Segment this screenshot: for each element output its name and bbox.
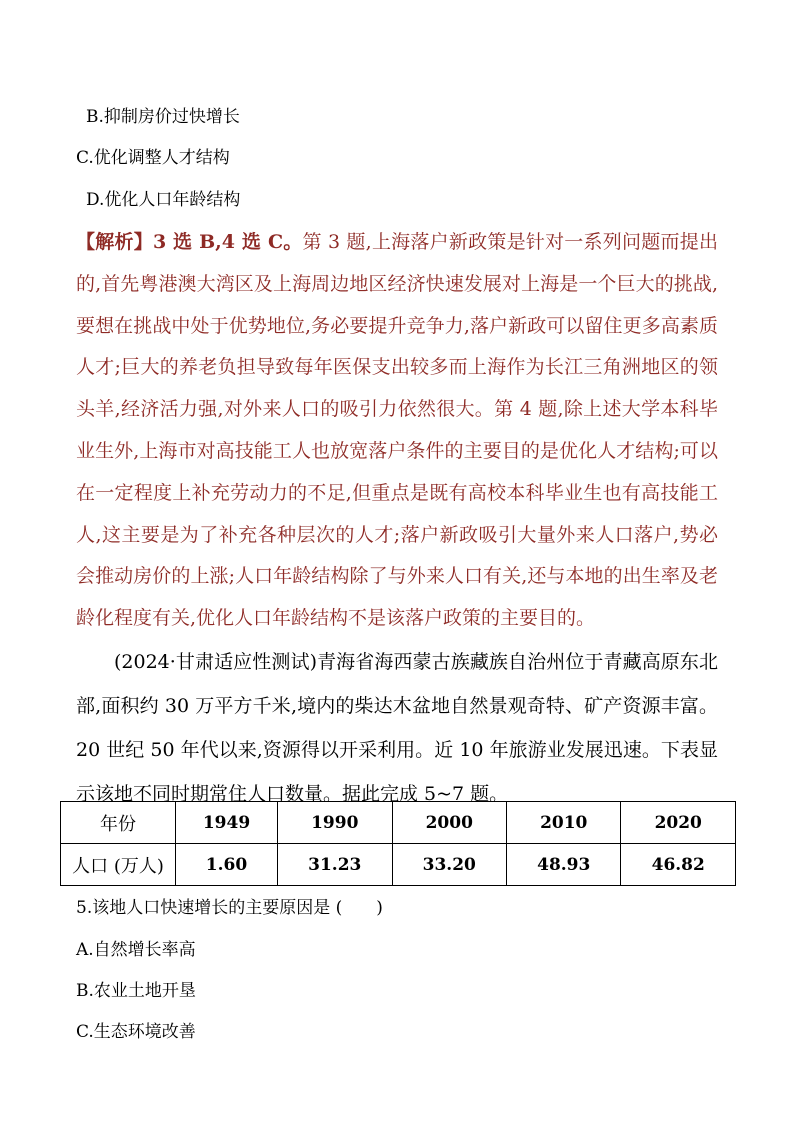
table-cell-year: 1949 [176,802,278,844]
option-c-prev: C.优化调整人才结构 [76,148,230,168]
question-5-option-c: C.生态环境改善 [76,1022,196,1042]
table-row-population [61,844,736,886]
question-5-option-a: A.自然增长率高 [76,940,196,960]
explanation-answer: 3 选 B,4 选 C。 [152,231,303,253]
population-table [60,801,736,886]
question-intro: (2024·甘肃适应性测试)青海省海西蒙古族藏族自治州位于青藏高原东北部,面积约 30 万平方千米,境内的柴达木盆地自然景观奇特、矿产资源丰富。20 世纪 50 年代以来,资源得以开采利用。近 10 年旅游业发展迅速。下表显示该地不同时期常住人口数量。据此完成 5~7 题。 [76,651,718,805]
table-cell-year: 2000 [392,802,506,844]
table-cell-population: 48.93 [506,844,620,886]
table-cell-year: 1990 [278,802,392,844]
table-cell-population: 31.23 [278,844,392,886]
explanation-tag: 【解析】 [76,231,153,253]
question-5-option-b: B.农业土地开垦 [76,981,196,1001]
explanation-block [76,222,718,640]
question-5-stem: 5.该地人口快速增长的主要原因是 ( ) [76,898,383,918]
table-cell-population: 1.60 [176,844,278,886]
option-d-prev: D.优化人口年龄结构 [86,190,241,210]
table-header-year: 年份 [61,802,176,844]
table-cell-population: 46.82 [621,844,736,886]
table-header-population: 人口 (万人) [61,844,176,886]
table-cell-year: 2020 [621,802,736,844]
explanation-body: 第 3 题,上海落户新政策是针对一系列问题而提出的,首先粤港澳大湾区及上海周边地区经济快速发展对上海是一个巨大的挑战,要想在挑战中处于优势地位,务必要提升竞争力,落户新政可以留住更多高素质人才;巨大的养老负担导致每年医保支出较多而上海作为长江三角洲地区的领头羊,经济活力强,对外来人口的吸引力依然很大。第 4 题,除上述大学本科毕业生外,上海市对高技能工人也放宽落户条件的主要目的是优化人才结构;可以在一定程度上补充劳动力的不足,但重点是既有高校本科毕业生也有高技能工人,这主要是为了补充各种层次的人才;落户新政吸引大量外来人口落户,势必会推动房价的上涨;人口年龄结构除了与外来人口有关,还与本地的出生率及老龄化程度有关,优化人口年龄结构不是该落户政策的主要目的。 [76,231,718,630]
option-b-prev: B.抑制房价过快增长 [86,107,240,127]
table-row-years [61,802,736,844]
table-cell-population: 33.20 [392,844,506,886]
table-cell-year: 2010 [506,802,620,844]
